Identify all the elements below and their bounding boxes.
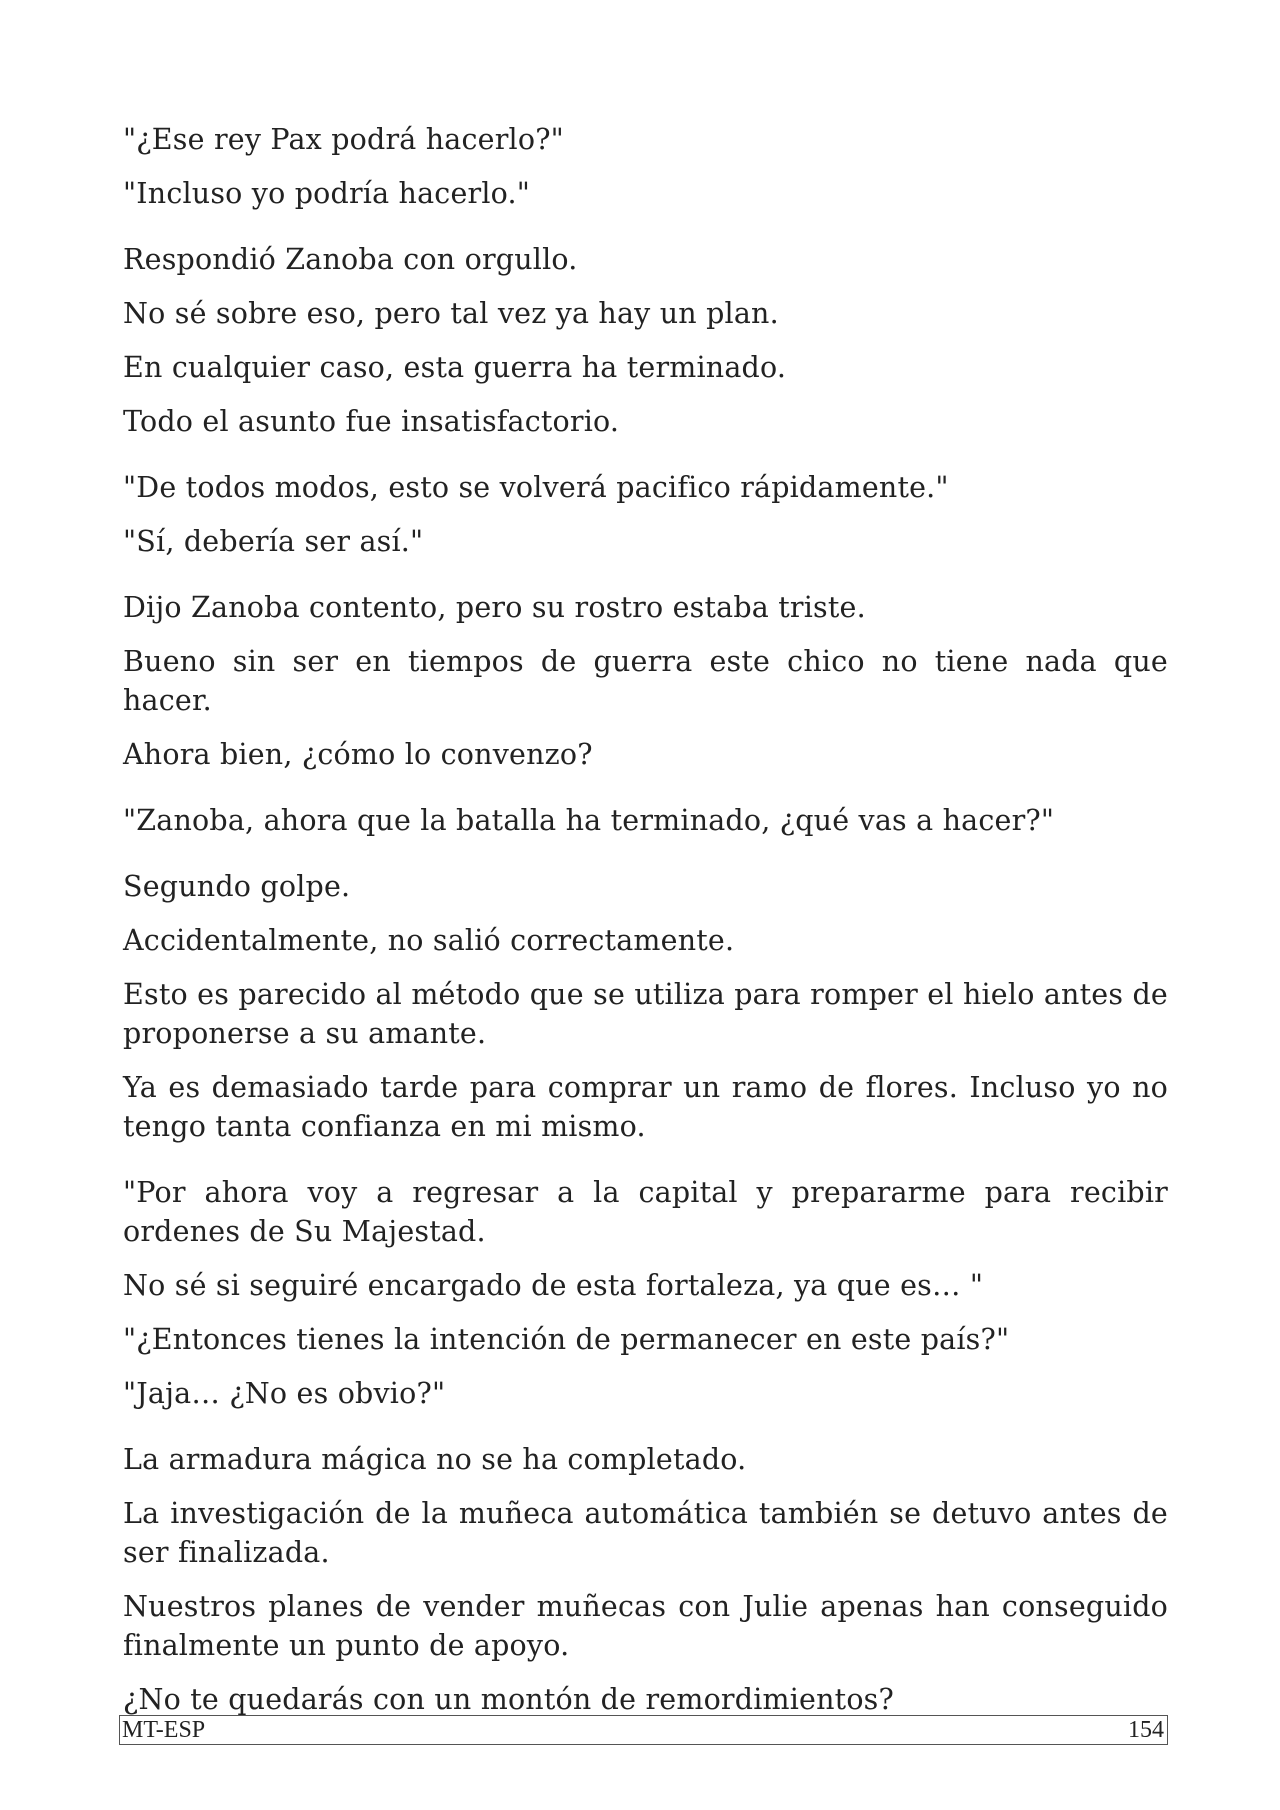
paragraph: Nuestros planes de vender muñecas con Julie apenas han conseguido finalmente un punto de apoyo. bbox=[123, 1590, 1168, 1662]
paragraph: La armadura mágica no se ha completado. bbox=[123, 1443, 747, 1476]
paragraph: "Jaja… ¿No es obvio?" bbox=[123, 1377, 446, 1410]
paragraph: "De todos modos, esto se volverá pacifico rápidamente." bbox=[123, 471, 949, 504]
paragraph: "¿Entonces tienes la intención de permanecer en este país?" bbox=[123, 1323, 1010, 1356]
paragraph: "Zanoba, ahora que la batalla ha terminado, ¿qué vas a hacer?" bbox=[123, 804, 1055, 837]
page-footer bbox=[119, 1715, 1168, 1745]
paragraph: Respondió Zanoba con orgullo. bbox=[123, 243, 578, 276]
paragraph: "¿Ese rey Pax podrá hacerlo?" bbox=[123, 123, 564, 156]
footer-label: MT-ESP bbox=[122, 1716, 206, 1743]
paragraph: Ahora bien, ¿cómo lo convenzo? bbox=[123, 738, 593, 771]
page-body bbox=[123, 120, 1168, 1719]
paragraph: ¿No te quedarás con un montón de remordimientos? bbox=[123, 1683, 894, 1716]
paragraph: Esto es parecido al método que se utiliza para romper el hielo antes de proponerse a su amante. bbox=[123, 978, 1168, 1050]
paragraph: Todo el asunto fue insatisfactorio. bbox=[123, 405, 620, 438]
paragraph: "Por ahora voy a regresar a la capital y prepararme para recibir ordenes de Su Majestad. bbox=[123, 1176, 1168, 1248]
paragraph: Dijo Zanoba contento, pero su rostro estaba triste. bbox=[123, 591, 866, 624]
paragraph: No sé sobre eso, pero tal vez ya hay un plan. bbox=[123, 297, 779, 330]
paragraph: Bueno sin ser en tiempos de guerra este chico no tiene nada que hacer. bbox=[123, 645, 1168, 717]
paragraph: Ya es demasiado tarde para comprar un ramo de flores. Incluso yo no tengo tanta confianza en mi mismo. bbox=[123, 1071, 1168, 1143]
paragraph: No sé si seguiré encargado de esta fortaleza, ya que es… " bbox=[123, 1269, 984, 1302]
paragraph: "Sí, debería ser así." bbox=[123, 525, 424, 558]
paragraph: En cualquier caso, esta guerra ha terminado. bbox=[123, 351, 787, 384]
paragraph: "Incluso yo podría hacerlo." bbox=[123, 177, 531, 210]
page-number: 154 bbox=[1128, 1716, 1164, 1743]
paragraph: Accidentalmente, no salió correctamente. bbox=[123, 924, 735, 957]
paragraph: Segundo golpe. bbox=[123, 870, 351, 903]
paragraph: La investigación de la muñeca automática también se detuvo antes de ser finalizada. bbox=[123, 1497, 1168, 1569]
